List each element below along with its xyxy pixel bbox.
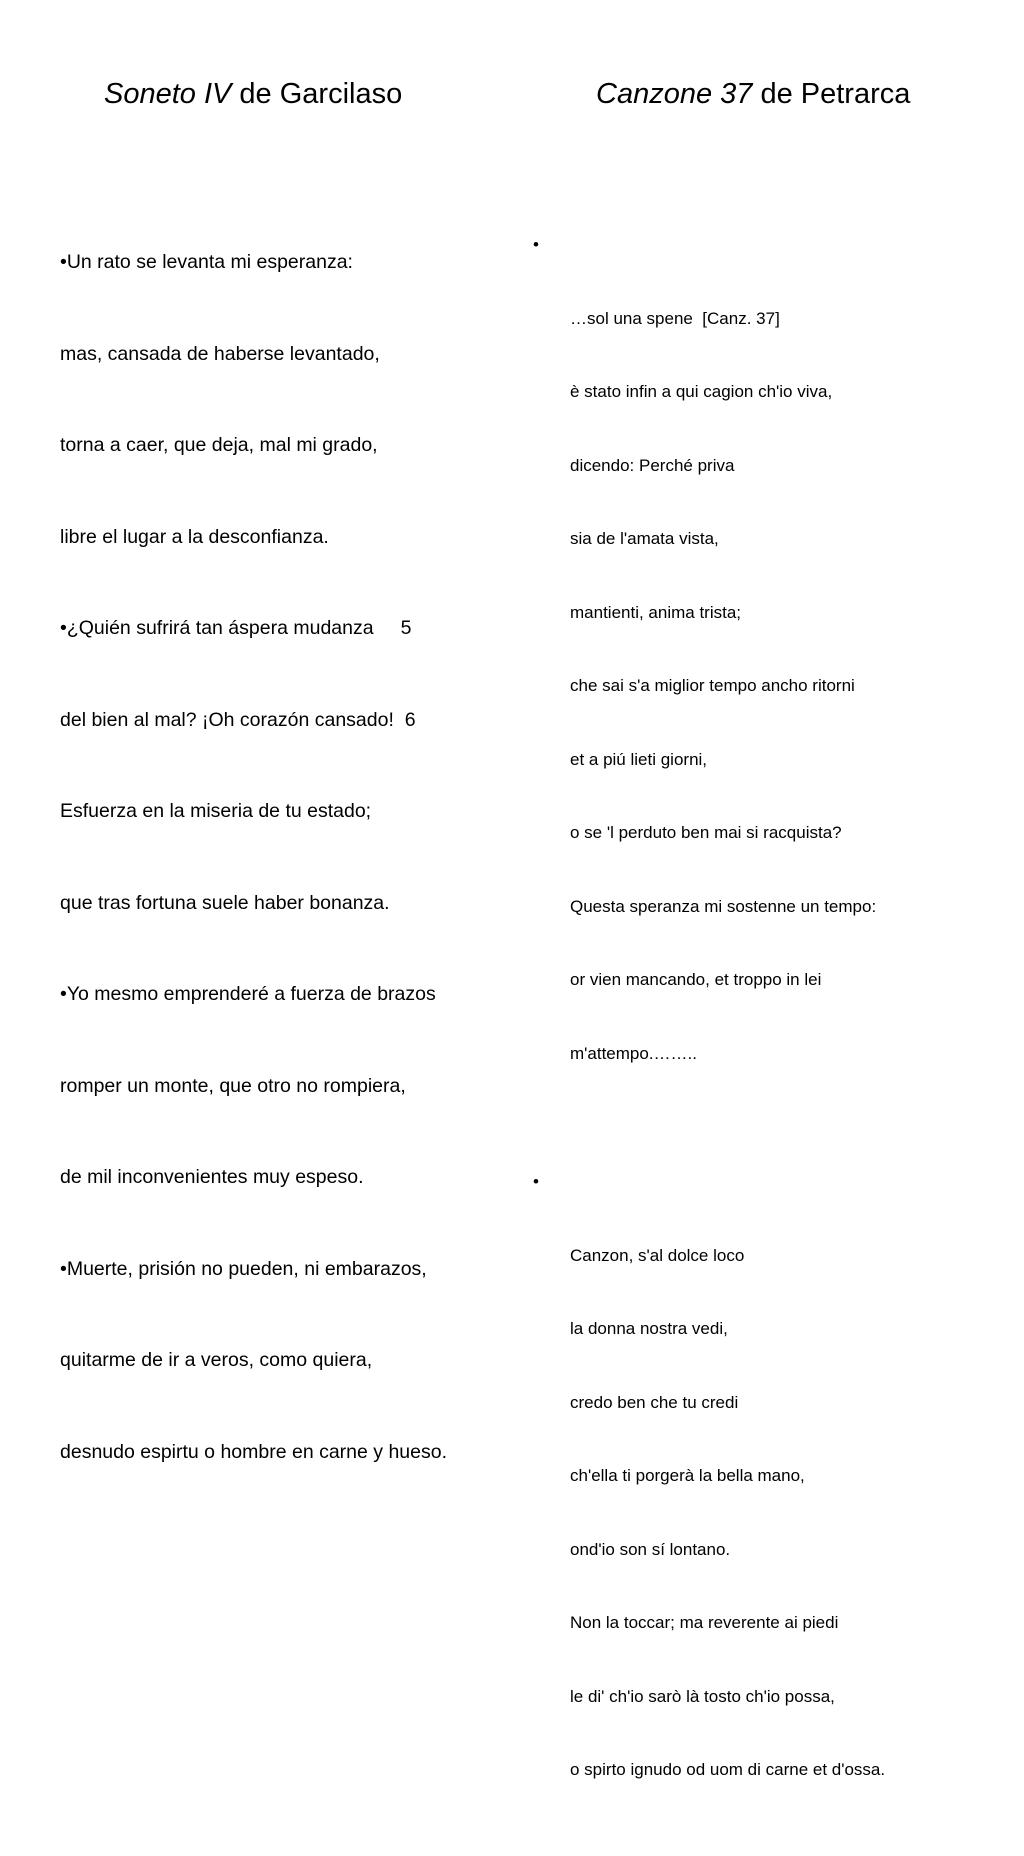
- canzone-line: Canzon, s'al dolce loco: [570, 1245, 745, 1265]
- canzone-line: è stato infin a qui cagion ch'io viva,: [570, 382, 833, 401]
- title-left-rest: de Garcilaso: [231, 78, 403, 110]
- sonnet-line: del bien al mal? ¡Oh corazón cansado! 6: [60, 708, 416, 731]
- title-right-italic: Canzone 37: [596, 78, 753, 110]
- canzone-line: o spirto ignudo od uom di carne et d'ossa.: [570, 1760, 886, 1779]
- canzone-line: che sai s'a miglior tempo ancho ritorni: [570, 676, 855, 695]
- canzone-line: le di' ch'io sarò là tosto ch'io possa,: [570, 1686, 835, 1706]
- canzone-line: sia de l'amata vista,: [570, 529, 719, 548]
- sonnet-line: que tras fortuna suele haber bonanza.: [60, 891, 390, 914]
- sonnet-line: quitarme de ir a veros, como quiera,: [60, 1349, 373, 1371]
- bullet-icon: •: [533, 1172, 539, 1191]
- canzone-line: Questa speranza mi sostenne un tempo:: [570, 896, 877, 916]
- canzone-line: m'attempo.……..: [570, 1043, 698, 1063]
- canzone-line: ond'io son sí lontano.: [570, 1539, 731, 1559]
- sonnet-line: mas, cansada de haberse levantado,: [60, 342, 380, 365]
- sonnet-line: Esfuerza en la miseria de tu estado;: [60, 800, 372, 822]
- canzone-line: et a piú lieti giorni,: [570, 749, 708, 769]
- sonnet-line: •¿Quién sufrirá tan áspera mudanza 5: [60, 617, 412, 639]
- garcilaso-sonnet-text: [60, 186, 447, 1498]
- canzone-line: mantienti, anima trista;: [570, 602, 742, 622]
- sonnet-line: •Muerte, prisión no pueden, ni embarazos,: [60, 1257, 427, 1280]
- title-left-italic: Soneto IV: [104, 78, 232, 110]
- canzone-line: ch'ella ti porgerà la bella mano,: [570, 1466, 805, 1485]
- sonnet-line: libre el lugar a la desconfianza.: [60, 525, 329, 548]
- sonnet-line: torna a caer, que deja, mal mi grado,: [60, 434, 378, 456]
- canzone-line: Non la toccar; ma reverente ai piedi: [570, 1613, 839, 1632]
- title-right-rest: de Petrarca: [752, 78, 911, 110]
- canzone-line: or vien mancando, et troppo in lei: [570, 970, 822, 989]
- sonnet-line: •Yo mesmo emprenderé a fuerza de brazos: [60, 983, 436, 1005]
- title-canzone-petrarca: [596, 76, 910, 112]
- title-soneto-garcilaso: [104, 76, 402, 112]
- canzone-stanza: [533, 1170, 886, 1832]
- sonnet-line: desnudo espirtu o hombre en carne y hueso.: [60, 1440, 448, 1463]
- sonnet-line: de mil inconvenientes muy espeso.: [60, 1166, 364, 1188]
- petrarca-canzone-text: [533, 184, 886, 1856]
- sonnet-line: •Un rato se levanta mi esperanza:: [60, 251, 353, 273]
- canzone-line: …sol una spene [Canz. 37]: [570, 308, 780, 328]
- canzone-stanza: [533, 233, 885, 1115]
- canzone-line: la donna nostra vedi,: [570, 1319, 728, 1338]
- sonnet-line: romper un monte, que otro no rompiera,: [60, 1074, 406, 1097]
- canzone-line: dicendo: Perché priva: [570, 455, 735, 475]
- canzone-line: credo ben che tu credi: [570, 1392, 739, 1412]
- canzone-line: o se 'l perduto ben mai si racquista?: [570, 823, 842, 842]
- bullet-icon: •: [533, 235, 539, 254]
